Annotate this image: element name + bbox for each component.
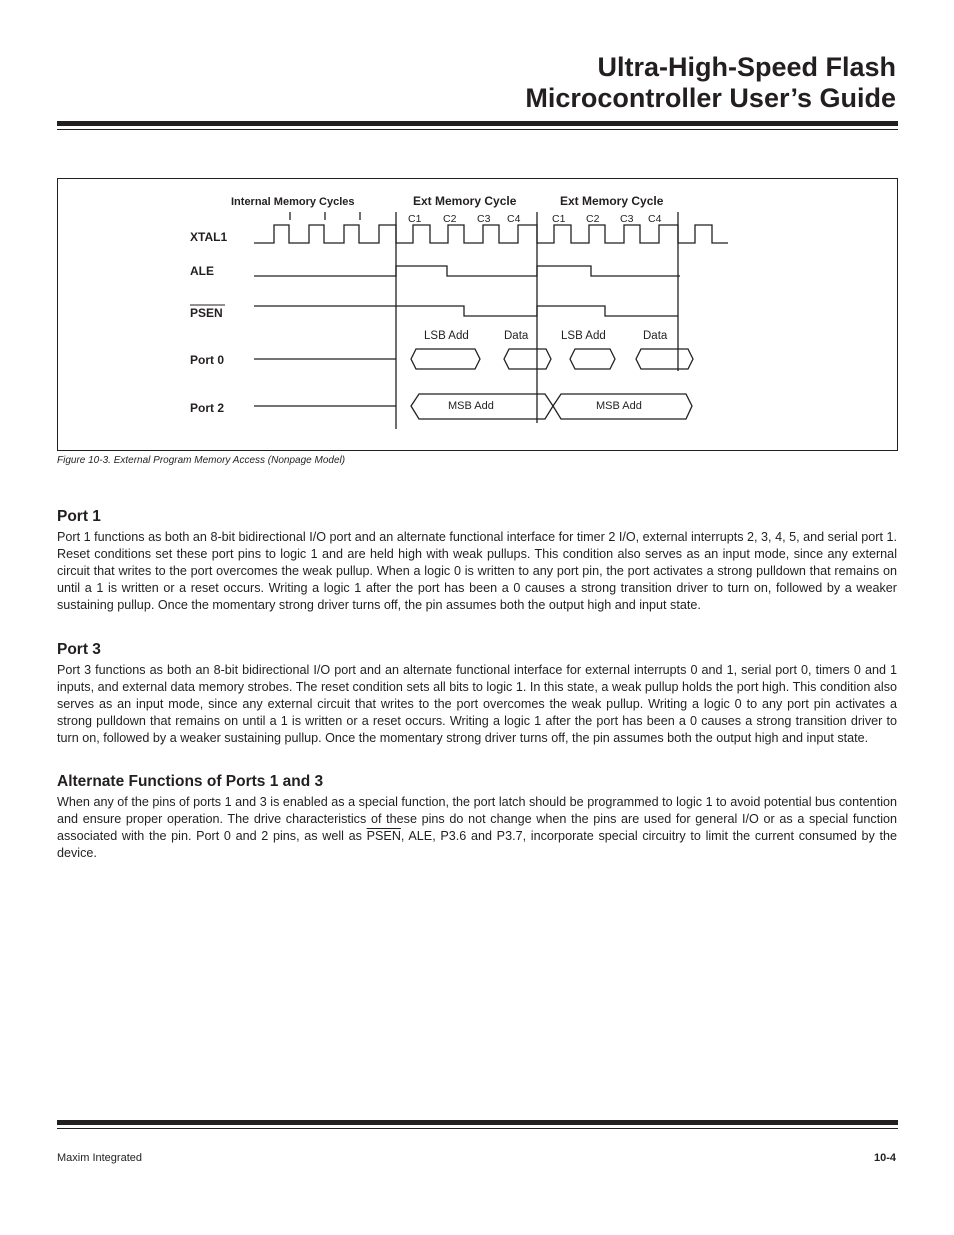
footer-company: Maxim Integrated	[57, 1152, 142, 1164]
psen-inline: PSEN	[366, 829, 401, 843]
lsb-add-label-1: LSB Add	[424, 330, 469, 342]
heading-port3: Port 3	[57, 641, 101, 658]
title-line-2: Microcontroller User’s Guide	[525, 83, 896, 113]
psen-waveform	[254, 306, 678, 316]
internal-cycles-label: Internal Memory Cycles	[231, 196, 355, 208]
c1-label: C1	[408, 213, 422, 225]
port0-bus-data-2	[636, 349, 693, 369]
port0-bus-lsb-2	[570, 349, 615, 369]
alt-text-after: , ALE, P3.6 and P3.7, incorporate special circuitry to limit the current consumed by the device.	[57, 829, 897, 860]
figure-caption: Figure 10-3. External Program Memory Access (Nonpage Model)	[57, 455, 346, 466]
ale-waveform	[254, 266, 680, 276]
ext-cycle-label-2: Ext Memory Cycle	[560, 194, 664, 208]
port0-label: Port 0	[190, 353, 225, 367]
port0-bus-lsb-1	[411, 349, 480, 369]
heading-alternate-functions: Alternate Functions of Ports 1 and 3	[57, 773, 324, 790]
alt-text-before: When any of the pins of ports 1 and 3 is enabled as a special function, the port latch should be programmed to logic 1 to avoid potential bus contention and ensure proper operation. The drive characteristics of these pins do not change when the pins are used for general I/O or as a special function associated with the pin. Port 0 and 2 pins, as well as	[57, 795, 897, 843]
ale-label: ALE	[190, 264, 214, 278]
data-label-2: Data	[643, 330, 668, 342]
c3-label: C3	[620, 213, 634, 225]
heading-port1: Port 1	[57, 508, 101, 525]
footer-rule-thin	[57, 1128, 898, 1129]
ext-cycle-label-1: Ext Memory Cycle	[413, 194, 517, 208]
header-rule	[57, 121, 898, 126]
timing-diagram	[58, 179, 897, 450]
c3-label: C3	[477, 213, 491, 225]
lsb-add-label-2: LSB Add	[561, 330, 606, 342]
c1-label: C1	[552, 213, 566, 225]
page-title	[525, 52, 896, 114]
xtal1-waveform	[254, 225, 728, 243]
msb-add-label-2: MSB Add	[596, 400, 642, 412]
c4-label: C4	[648, 213, 662, 225]
port1-paragraph: Port 1 functions as both an 8-bit bidirectional I/O port and an alternate functional interface for timer 2 I/O, external interrupts 2, 3, 4, 5, and serial port 1. Reset conditions set these port pins to logic 1 and are held high with weak pullups. This condition also serves as an input mode, since any external circuit that writes to the port overcomes the weak pullup. When a logic 0 is written to any port pin, the port activates a strong pulldown that remains on until a 1 is written or a reset occurs. Writing a logic 1 after the port has been a 0 causes a strong transition driver to turn on, followed by a weaker sustaining pullup. Once the momentary strong driver turns off, the pin assumes both the output high and input state.	[57, 530, 897, 612]
page-number: 10-4	[873, 1152, 896, 1164]
msb-add-label-1: MSB Add	[448, 400, 494, 412]
timing-diagram-figure	[57, 178, 898, 451]
c2-label: C2	[443, 213, 457, 225]
data-label-1: Data	[504, 330, 529, 342]
c4-label: C4	[507, 213, 521, 225]
c2-label: C2	[586, 213, 600, 225]
port2-label: Port 2	[190, 401, 225, 415]
footer-rule	[57, 1120, 898, 1125]
alternate-functions-paragraph	[57, 794, 897, 862]
port0-bus-data-1	[504, 349, 551, 369]
psen-label: PSEN	[190, 306, 223, 320]
xtal1-label: XTAL1	[190, 230, 228, 244]
header-rule-thin	[57, 129, 898, 130]
port3-paragraph: Port 3 functions as both an 8-bit bidirectional I/O port and an alternate functional interface for external interrupts 0 and 1, serial port 0, timers 0 and 1 inputs, and external data memory strobes. The reset condition sets all bits to logic 1. In this state, a weak pullup holds the port high. This condition also serves as an input mode, since any external circuit that writes to the port overcomes the weak pullup. Writing a logic 0 to any port pin activates a strong pulldown that remains on until a 1 is written or a reset occurs. Writing a logic 1 after the port has been a 0 causes a strong transition driver to turn on, followed by a weaker sustaining pullup. Once the momentary strong driver turns off, the pin assumes both the output high and input state.	[57, 663, 897, 745]
title-line-1: Ultra-High-Speed Flash	[597, 52, 896, 82]
